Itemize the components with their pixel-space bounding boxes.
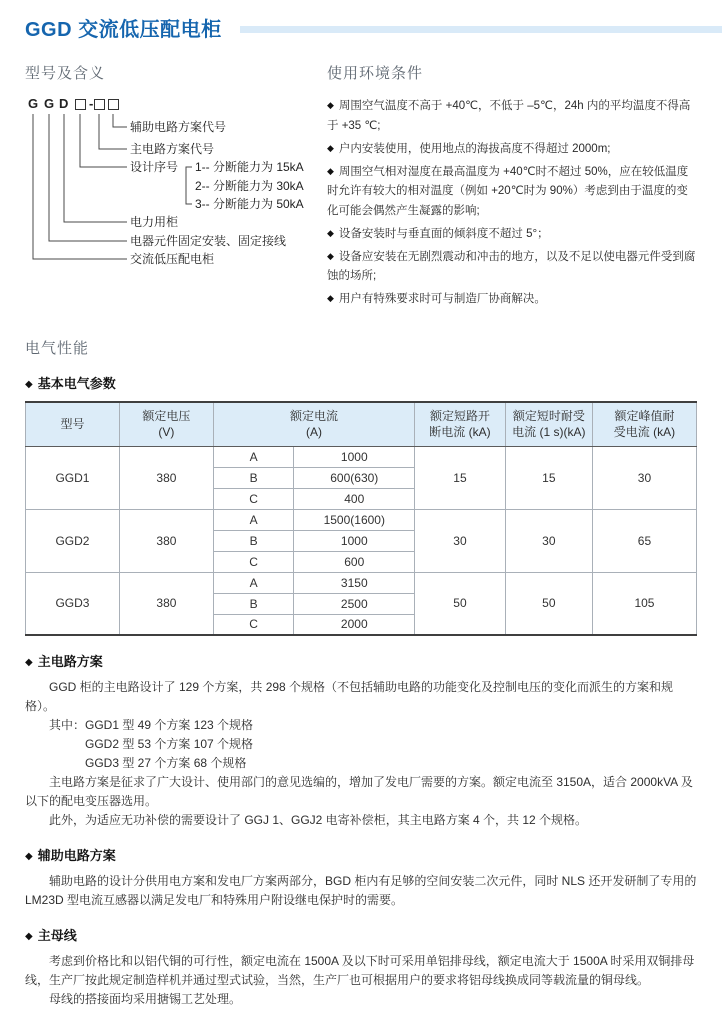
environment-item-text: 户内安装使用，使用地点的海拔高度不得超过 2000m; xyxy=(338,142,611,155)
header-voltage: 额定电压 (V) xyxy=(119,402,213,446)
aux-circuit-heading: ◆ 辅助电路方案 xyxy=(25,848,116,863)
cell-current-class: C xyxy=(213,551,294,572)
environment-item xyxy=(327,290,697,310)
diagram-label-design-serial: 设计序号 xyxy=(130,160,179,174)
environment-item xyxy=(327,225,697,245)
cell-current-value: 1000 xyxy=(294,530,415,551)
main-circuit-breakdown-2: GGD2 型 53 个方案 107 个规格 xyxy=(85,737,254,751)
cell-current-class: B xyxy=(213,467,294,488)
cell-current-value: 3150 xyxy=(294,572,415,593)
environment-item xyxy=(327,140,697,160)
cell-current-value: 2000 xyxy=(294,614,415,635)
electrical-parameters-table xyxy=(25,401,697,636)
code-letter-g2: G xyxy=(44,96,55,111)
header-current: 额定电流 (A) xyxy=(213,402,414,446)
cell-current-class: A xyxy=(213,446,294,467)
main-circuit-breakdown-intro: 其中：GGD1 型 49 个方案 123 个规格 xyxy=(49,718,254,732)
diamond-bullet-icon: ◆ xyxy=(327,293,334,303)
cell-current-value: 2500 xyxy=(294,593,415,614)
title-row xyxy=(25,13,722,42)
model-section-heading: 型号及含义 xyxy=(25,65,106,82)
diamond-bullet-icon: ◆ xyxy=(25,931,33,942)
environment-item-text: 周围空气温度不高于 +40℃，不低于 –5℃，24h 内的平均温度不得高于 +35 ℃; xyxy=(327,100,691,132)
diagram-label-fixed-mount: 电器元件固定安装、固定接线 xyxy=(130,234,287,248)
environment-item xyxy=(327,163,697,222)
diagram-label-main-code: 主电路方案代号 xyxy=(130,142,215,156)
cell-current-class: C xyxy=(213,488,294,509)
main-circuit-heading: ◆ 主电路方案 xyxy=(25,654,103,669)
cell-current-value: 1500(1600) xyxy=(294,509,415,530)
code-box-design-serial xyxy=(75,99,86,110)
cell-current-value: 600(630) xyxy=(294,467,415,488)
cell-withstand: 15 xyxy=(505,446,592,509)
cell-withstand: 30 xyxy=(505,509,592,572)
diamond-bullet-icon: ◆ xyxy=(25,657,33,668)
cell-model: GGD1 xyxy=(26,446,120,509)
environment-item-text: 用户有特殊要求时可与制造厂协商解决。 xyxy=(338,293,546,305)
code-box-aux-circuit xyxy=(108,99,119,110)
cell-current-class: B xyxy=(213,593,294,614)
diagram-label-design-option-1: 1-- 分断能力为 15kA xyxy=(195,160,304,174)
busbar-heading: ◆ 主母线 xyxy=(25,928,77,943)
table-row xyxy=(26,509,697,530)
table-row xyxy=(26,572,697,593)
main-circuit-compensation: 此外，为适应无功补偿的需要设计了 GGJ 1、GGJ2 电寄补偿柜，其主电路方案 4 个，共 12 个规格。 xyxy=(49,813,588,827)
busbar-body: 考虑到价格比和以铝代铜的可行性，额定电流在 1500A 及以下时可采用单铝排母线，额定电流大于 1500A 时采用双铜排母线，生产厂按此规定制造样机并通过型式试验，当然，生产厂也可根据用户的要求将铝母线换成同等载流量的铜母线。 xyxy=(25,954,695,987)
header-withstand-current: 额定短时耐受 电流 (1 s)(kA) xyxy=(505,402,592,446)
table-row xyxy=(26,446,697,467)
basic-parameters-heading: ◆ 基本电气参数 xyxy=(25,376,116,391)
cell-breaking: 15 xyxy=(415,446,506,509)
header-model: 型号 xyxy=(26,402,120,446)
performance-section-heading: 电气性能 xyxy=(25,340,90,357)
diamond-bullet-icon: ◆ xyxy=(25,851,33,862)
top-columns xyxy=(25,62,697,313)
page-title: GGD 交流低压配电柜 xyxy=(25,19,222,41)
code-dash: - xyxy=(89,96,94,111)
environment-item-text: 设备安装时与垂直面的倾斜度不超过 5°； xyxy=(338,227,549,240)
code-letter-d: D xyxy=(59,96,69,111)
cell-current-value: 1000 xyxy=(294,446,415,467)
title-accent-bar xyxy=(240,26,722,33)
cell-breaking: 50 xyxy=(415,572,506,635)
table-header-row xyxy=(26,402,697,446)
cell-peak: 30 xyxy=(592,446,696,509)
diamond-bullet-icon: ◆ xyxy=(327,227,334,238)
environment-section xyxy=(313,62,697,313)
diamond-bullet-icon: ◆ xyxy=(327,165,334,176)
cell-voltage: 380 xyxy=(119,446,213,509)
cell-current-value: 600 xyxy=(294,551,415,572)
header-peak-current: 额定峰值耐 受电流 (kA) xyxy=(592,402,696,446)
cell-breaking: 30 xyxy=(415,509,506,572)
main-circuit-breakdown-3: GGD3 型 27 个方案 68 个规格 xyxy=(85,756,247,770)
aux-circuit-body: 辅助电路的设计分供用电方案和发电厂方案两部分，BGD 柜内有足够的空间安装二次元件，同时 NLS 还开发研制了专用的 LM23D 型电流互感器以满足发电厂和特殊用户附设继电保护时的需要。 xyxy=(25,874,697,907)
cell-peak: 105 xyxy=(592,572,696,635)
environment-item xyxy=(327,97,697,136)
cell-model: GGD2 xyxy=(26,509,120,572)
cell-current-class: A xyxy=(213,572,294,593)
diagram-label-power-cabinet: 电力用柜 xyxy=(130,215,179,229)
diamond-bullet-icon: ◆ xyxy=(327,250,334,261)
diamond-bullet-icon: ◆ xyxy=(327,142,334,153)
code-letter-g1: G xyxy=(28,96,39,111)
model-designation-diagram xyxy=(25,97,313,283)
cell-peak: 65 xyxy=(592,509,696,572)
main-circuit-intro: GGD 柜的主电路设计了 129 个方案，共 298 个规格（不包括辅助电路的功能变化及控制电压的变化而派生的方案和规格）。 xyxy=(25,680,674,713)
cell-current-value: 400 xyxy=(294,488,415,509)
diamond-bullet-icon: ◆ xyxy=(327,100,334,110)
environment-item-text: 设备应安装在无剧烈震动和冲击的地方，以及不足以使电器元件受到腐蚀的场所; xyxy=(327,250,696,282)
diagram-label-design-option-2: 2-- 分断能力为 30kA xyxy=(195,179,304,193)
cell-current-class: B xyxy=(213,530,294,551)
busbar-note: 母线的搭接面均采用搪锡工艺处理。 xyxy=(49,992,242,1006)
diamond-bullet-icon: ◆ xyxy=(25,379,33,390)
header-breaking-current: 额定短路开 断电流 (kA) xyxy=(415,402,506,446)
diagram-label-cabinet: 交流低压配电柜 xyxy=(130,252,215,266)
model-designation-section xyxy=(25,62,313,313)
cell-voltage: 380 xyxy=(119,509,213,572)
code-box-main-circuit xyxy=(94,99,105,110)
cell-current-class: A xyxy=(213,509,294,530)
environment-section-heading: 使用环境条件 xyxy=(327,65,424,82)
cell-withstand: 50 xyxy=(505,572,592,635)
environment-item-text: 周围空气相对湿度在最高温度为 +40℃时不超过 50%，应在较低温度时允许有较大的相对温度（例如 +20℃时为 90%）考虑到由于温度的变化可能会偶然产生凝露的影响; xyxy=(327,165,689,217)
diagram-label-aux-code: 辅助电路方案代号 xyxy=(130,120,227,134)
cell-model: GGD3 xyxy=(26,572,120,635)
environment-item xyxy=(327,248,697,287)
cell-voltage: 380 xyxy=(119,572,213,635)
diagram-label-design-option-3: 3-- 分断能力为 50kA xyxy=(195,197,304,211)
main-circuit-selection: 主电路方案是征求了广大设计、使用部门的意见选编的，增加了发电厂需要的方案。额定电流至 3150A，适合 2000kVA 及以下的配电变压器选用。 xyxy=(25,775,693,808)
cell-current-class: C xyxy=(213,614,294,635)
